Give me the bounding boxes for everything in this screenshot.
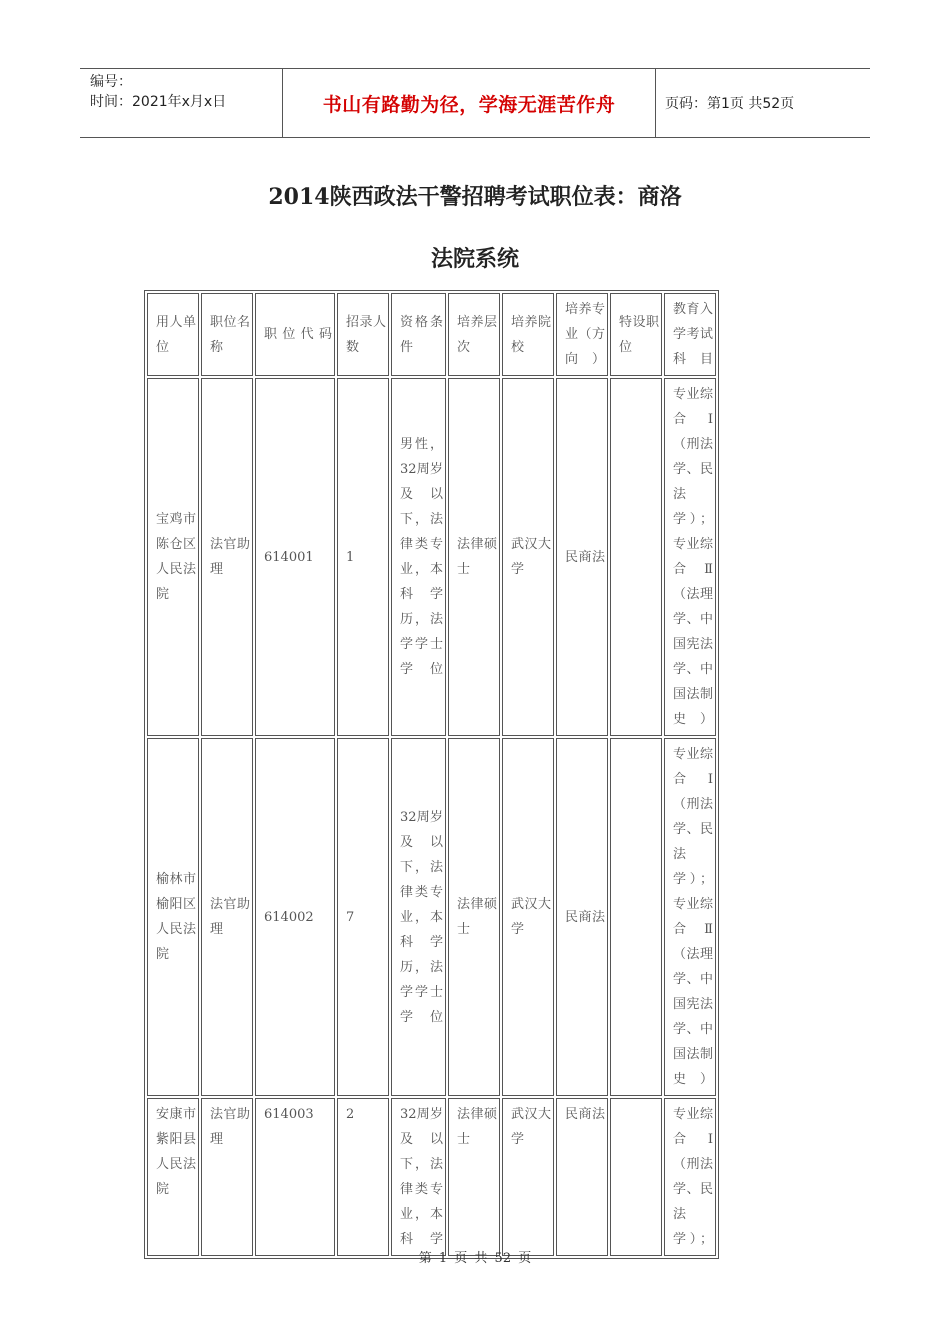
- cell-exam-subjects: 专业综合Ⅰ（刑法学、民法学）；专业综合Ⅱ（法理学、中国宪法学、中国法制史）: [664, 738, 716, 1096]
- table-row: [147, 1098, 716, 1256]
- header-cell-position: 职位名称: [201, 293, 253, 376]
- document-title-line2: 法院系统: [430, 246, 519, 272]
- header-cell-special: 特设职位: [610, 293, 662, 376]
- cell-school: 武汉大学: [502, 378, 554, 736]
- page-footer: 第 1 页 共 52 页: [418, 1251, 532, 1266]
- header-cell-qualification: 资格条件: [391, 293, 446, 376]
- header-cell-unit: 用人单位: [147, 293, 199, 376]
- cell-code: 614002: [255, 738, 335, 1096]
- cell-level: 法律硕士: [448, 1098, 500, 1256]
- cell-position: 法官助理: [201, 1098, 253, 1256]
- cell-major: 民商法: [556, 738, 608, 1096]
- cell-position: 法官助理: [201, 378, 253, 736]
- table-header-row: [147, 293, 716, 376]
- header-cell-code: 职位代码: [255, 293, 335, 376]
- cell-special: [610, 738, 662, 1096]
- cell-major: 民商法: [556, 1098, 608, 1256]
- cell-special: [610, 1098, 662, 1256]
- header-motto: 书山有路勤为径，学海无涯苦作舟: [282, 69, 656, 137]
- cell-unit: 宝鸡市陈仓区人民法院: [147, 378, 199, 736]
- table-row: [147, 738, 716, 1096]
- table-row: [147, 378, 716, 736]
- header-number: 编号：: [90, 74, 132, 90]
- cell-count: 2: [337, 1098, 389, 1256]
- header-cell-exam-subjects: 教育入学考试科目: [664, 293, 716, 376]
- cell-school: 武汉大学: [502, 738, 554, 1096]
- cell-exam-subjects: 专业综合Ⅰ（刑法学、民法学）；专业综合Ⅱ（法理学、中国宪法学、中国法制史）: [664, 378, 716, 736]
- cell-special: [610, 378, 662, 736]
- cell-major: 民商法: [556, 378, 608, 736]
- position-table: [144, 290, 719, 1259]
- header-cell-school: 培养院校: [502, 293, 554, 376]
- cell-qualification: 32周岁及以下，法律类专业，本科学历，法学学士学位: [391, 738, 446, 1096]
- page-header: [80, 68, 870, 138]
- cell-count: 7: [337, 738, 389, 1096]
- cell-qualification: 32周岁及以下，法律类专业，本科学: [391, 1098, 446, 1256]
- cell-qualification: 男性，32周岁及以下，法律类专业，本科学历，法学学士学位: [391, 378, 446, 736]
- cell-count: 1: [337, 378, 389, 736]
- cell-position: 法官助理: [201, 738, 253, 1096]
- cell-exam-subjects: 专业综合Ⅰ（刑法学、民法学）；: [664, 1098, 716, 1256]
- cell-level: 法律硕士: [448, 738, 500, 1096]
- cell-unit: 榆林市榆阳区人民法院: [147, 738, 199, 1096]
- header-time: 时间：2021年x月x日: [90, 94, 227, 110]
- header-cell-count: 招录人数: [337, 293, 389, 376]
- cell-code: 614003: [255, 1098, 335, 1256]
- header-page-info: 页码：第1页 共52页: [665, 96, 795, 112]
- header-meta: [80, 69, 282, 140]
- cell-level: 法律硕士: [448, 378, 500, 736]
- header-cell-level: 培养层次: [448, 293, 500, 376]
- header-cell-major: 培养专业（方向）: [556, 293, 608, 376]
- cell-unit: 安康市紫阳县人民法院: [147, 1098, 199, 1256]
- cell-school: 武汉大学: [502, 1098, 554, 1256]
- cell-code: 614001: [255, 378, 335, 736]
- document-title-line1: 2014陕西政法干警招聘考试职位表：商洛: [268, 184, 682, 210]
